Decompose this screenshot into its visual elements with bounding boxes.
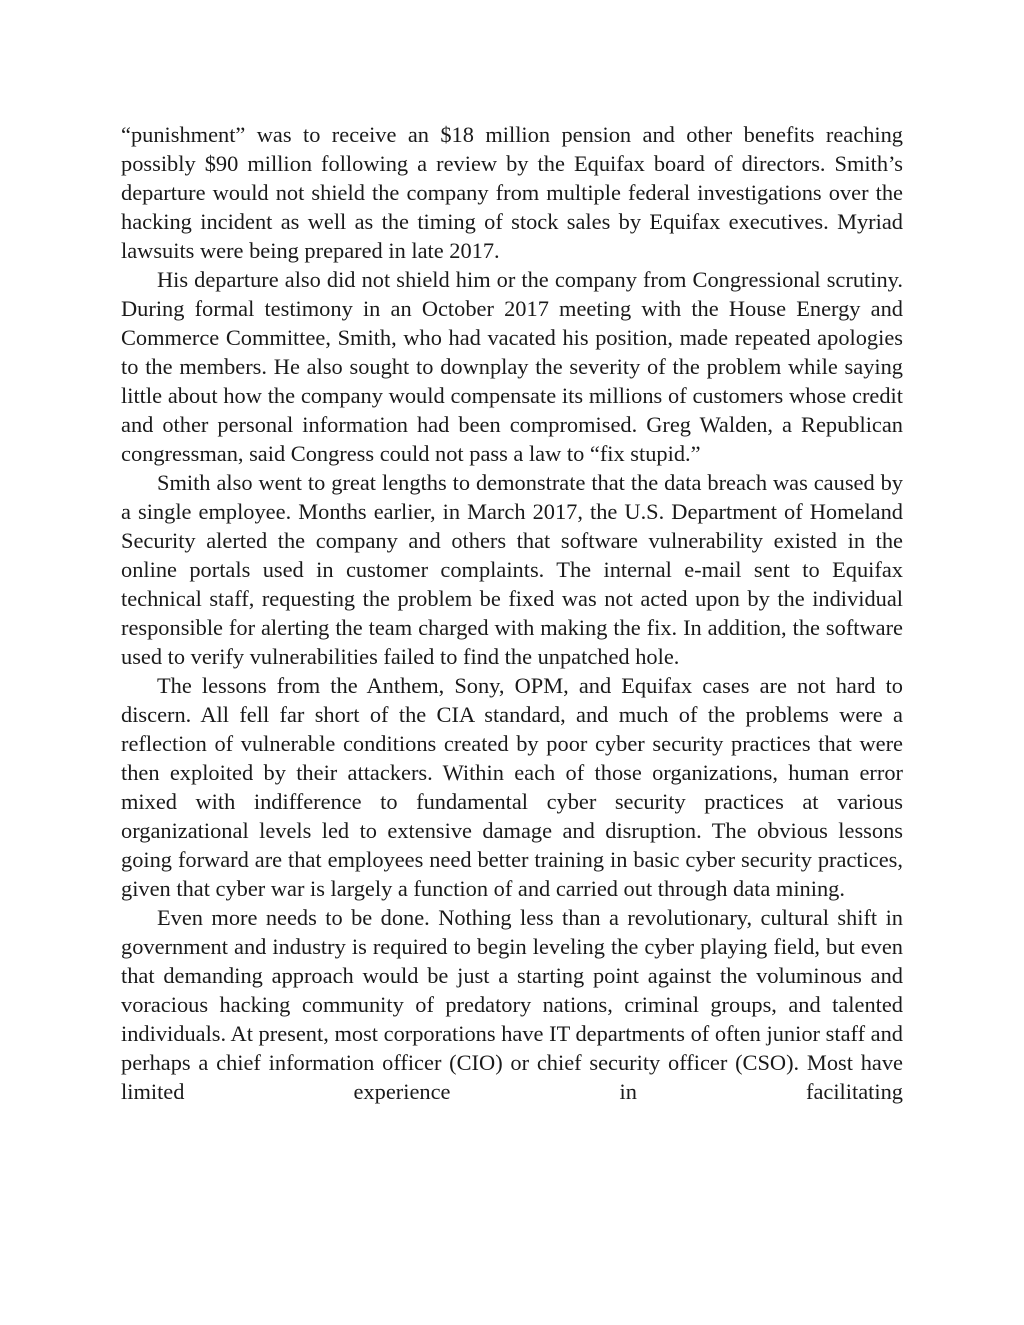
- paragraph-1: “punishment” was to receive an $18 million pension and other benefits reaching possibly $90 million following a review by the Equifax board of directors. Smith’s departure would not shield the company from multiple federal investigations over the hacking incident as well as the timing of stock sales by Equifax executives. Myriad lawsuits were being prepared in late 2017.: [121, 122, 903, 263]
- paragraph-4: The lessons from the Anthem, Sony, OPM, and Equifax cases are not hard to discern. All fell far short of the CIA standard, and much of the problems were a reflection of vulnerable conditions created by poor cyber security practices that were then exploited by their attackers. Within each of those organizations, human error mixed with indifference to fundamental cyber security practices at various organizational levels led to extensive damage and disruption. The obvious lessons going forward are that employees need better training in basic cyber security practices, given that cyber war is largely a function of and carried out through data mining.: [121, 673, 903, 901]
- paragraph-3: Smith also went to great lengths to demonstrate that the data breach was caused by a single employee. Months earlier, in March 2017, the U.S. Department of Homeland Security alerted the company and others that software vulnerability existed in the online portals used in customer complaints. The internal e-mail sent to Equifax technical staff, requesting the problem be fixed was not acted upon by the individual responsible for alerting the team charged with making the fix. In addition, the software used to verify vulnerabilities failed to find the unpatched hole.: [121, 470, 903, 669]
- paragraph-2: His departure also did not shield him or the company from Congressional scrutiny. During formal testimony in an October 2017 meeting with the House Energy and Commerce Committee, Smith, who had vacated his position, made repeated apologies to the members. He also sought to downplay the severity of the problem while saying little about how the company would compensate its millions of customers whose credit and other personal information had been compromised. Greg Walden, a Republican congressman, said Congress could not pass a law to “fix stupid.”: [121, 267, 903, 466]
- paragraph-5: Even more needs to be done. Nothing less than a revolutionary, cultural shift in government and industry is required to begin leveling the cyber playing field, but even that demanding approach would be just a starting point against the voluminous and voracious hacking community of predatory nations, criminal groups, and talented individuals. At present, most corporations have IT departments of often junior staff and perhaps a chief information officer (CIO) or chief security officer (CSO). Most have limited experience in facilitating: [121, 905, 903, 1104]
- document-page: [121, 120, 903, 1106]
